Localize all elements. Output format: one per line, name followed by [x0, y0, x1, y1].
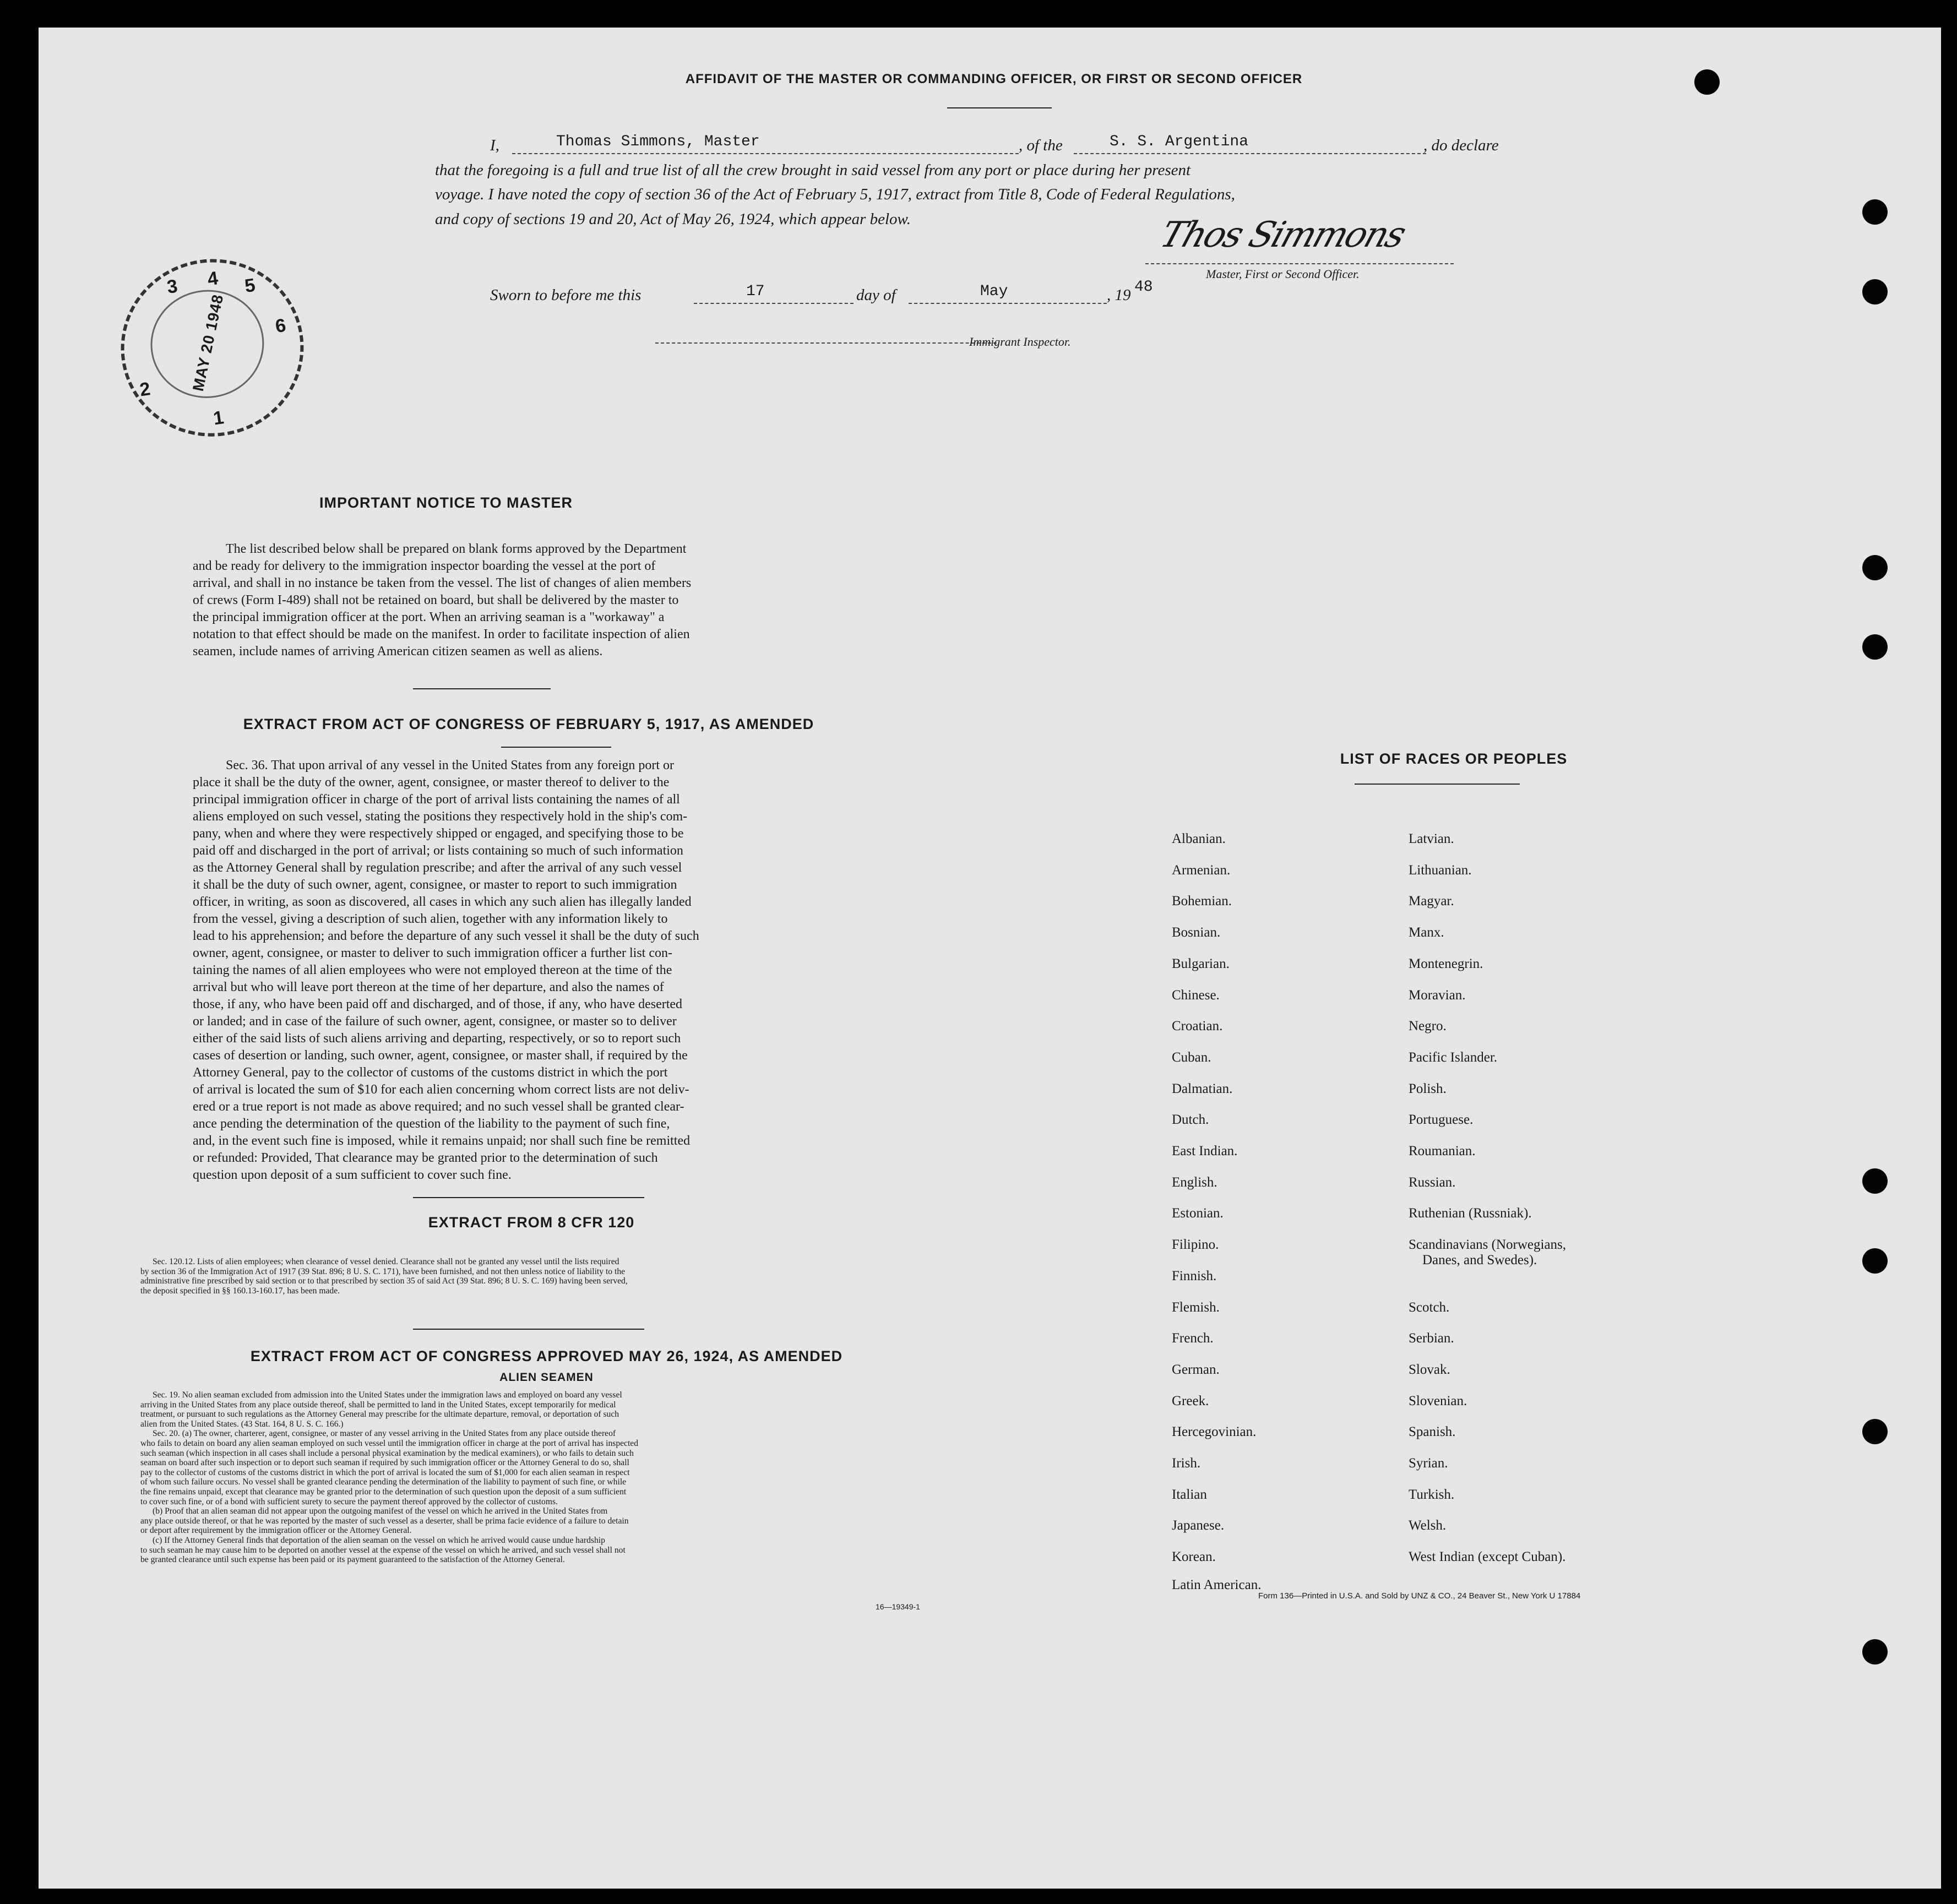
pronoun: I,	[490, 137, 499, 154]
divider	[413, 1329, 644, 1330]
notice-line: notation to that effect should be made on the manifest. In order to facilitate inspection of alien	[193, 627, 690, 641]
race-item: Magyar.	[1409, 894, 1454, 909]
text-line: be granted clearance until such expense has been paid or its payment guaranteed to the satisfaction of the Attorney General.	[140, 1555, 565, 1565]
race-item: Ruthenian (Russniak).	[1409, 1206, 1532, 1221]
sworn-month-line	[909, 303, 1107, 304]
punch-hole	[1862, 1639, 1888, 1664]
race-item: Russian.	[1409, 1174, 1456, 1190]
races-title: LIST OF RACES OR PEOPLES	[1340, 750, 1568, 767]
race-item: Slovenian.	[1409, 1393, 1467, 1408]
form-footer: Form 136—Printed in U.S.A. and Sold by UNZ & CO., 24 Beaver St., New York U 17884	[1258, 1591, 1581, 1601]
notice-line: arrival, and shall in no instance be taken from the vessel. The list of changes of alien members	[193, 576, 692, 590]
text-line: cases of desertion or landing, such owner, agent, consignee, or master shall, if required by the	[193, 1048, 688, 1063]
race-item: Danes, and Swedes).	[1422, 1253, 1537, 1268]
race-item: Irish.	[1172, 1456, 1201, 1471]
text-line: by section 36 of the Immigration Act of 1917 (39 Stat. 896; 8 U. S. C. 171), have been furnished, and not then unless notice of liability to the	[140, 1266, 626, 1276]
text-line: (b) Proof that an alien seaman did not appear upon the outgoing manifest of the vessel on which he arrived in the United States from	[153, 1506, 608, 1516]
text-line: ance pending the determination of the question of the liability to the payment of such fine,	[193, 1117, 670, 1131]
notice-line: The list described below shall be prepared on blank forms approved by the Department	[226, 542, 687, 556]
text-line: as the Attorney General shall by regulation prescribe; and after the arrival of any such vessel	[193, 861, 682, 875]
vessel-name-field[interactable]: S. S. Argentina	[1110, 133, 1249, 150]
text-line: the fine remains unpaid, except that clearance may be granted prior to the determination of such question upon the deposit of a sum sufficient	[140, 1487, 627, 1497]
race-item: Turkish.	[1409, 1487, 1455, 1502]
inspector-caption: Immigrant Inspector.	[969, 335, 1071, 349]
stamp-number: 2	[138, 378, 153, 401]
extract-1924-title: EXTRACT FROM ACT OF CONGRESS APPROVED MAY 26, 1924, AS AMENDED	[250, 1348, 843, 1364]
extract-1924-body	[140, 1390, 953, 1565]
notice-line: of crews (Form I-489) shall not be retained on board, but shall be delivered by the master to	[193, 593, 679, 607]
race-item: Cuban.	[1172, 1049, 1211, 1065]
race-item: Filipino.	[1172, 1237, 1219, 1253]
notice-title: IMPORTANT NOTICE TO MASTER	[319, 494, 573, 511]
stamp-number: 5	[243, 274, 257, 297]
text-line: Attorney General, pay to the collector of customs of the customs district in which the port	[193, 1065, 668, 1080]
race-item: Bohemian.	[1172, 894, 1232, 909]
punch-hole	[1862, 279, 1888, 304]
punch-hole	[1862, 199, 1888, 225]
text-line: principal immigration officer in charge of the port of arrival lists containing the names of all	[193, 792, 680, 807]
race-item: Portuguese.	[1409, 1112, 1474, 1128]
punch-hole	[1862, 555, 1888, 580]
stamp-number: 4	[206, 267, 220, 290]
text-line: administrative fine prescribed by said section or to that prescribed by section 35 of said Act (39 Stat. 896; 8 U. S. C. 169) having been served,	[140, 1276, 628, 1286]
stamp-number: 6	[274, 314, 288, 338]
form-number: 16—19349-1	[876, 1602, 920, 1611]
affidavit-title: AFFIDAVIT OF THE MASTER OR COMMANDING OFFICER, OR FIRST OR SECOND OFFICER	[685, 72, 1303, 86]
divider	[501, 747, 611, 748]
extract-1917-title: EXTRACT FROM ACT OF CONGRESS OF FEBRUARY 5, 1917, AS AMENDED	[243, 716, 814, 732]
stamp-date: MAY 20 1948	[189, 292, 227, 393]
text-line: it shall be the duty of such owner, agent, consignee, or master to report to such immigration	[193, 878, 677, 892]
text-line: Sec. 20. (a) The owner, charterer, agent, consignee, or master of any vessel arriving in the United States from any place outside thereof	[153, 1429, 616, 1439]
race-item: Dutch.	[1172, 1112, 1209, 1128]
race-item: Greek.	[1172, 1393, 1209, 1408]
text-line: either of the said lists of such aliens arriving and departing, respectively, or so to report such	[193, 1031, 681, 1046]
text-line: pay to the collector of customs of the customs district in which the port of arrival is located the sum of $1,000 for each alien seaman in respect	[140, 1467, 630, 1477]
race-item: Scotch.	[1409, 1299, 1450, 1315]
text-line: ered or a true report is not made as above required; and no such vessel shall be granted clear-	[193, 1100, 684, 1114]
text-line: or refunded: Provided, That clearance may be granted prior to the determination of such	[193, 1151, 658, 1165]
race-item: Lithuanian.	[1409, 862, 1472, 878]
text-line: of arrival is located the sum of $10 for each alien concerning whom correct lists are not deliv-	[193, 1082, 689, 1097]
text-line: and, in the event such fine is imposed, while it remains unpaid; nor shall such fine be remitted	[193, 1134, 691, 1148]
race-item: Moravian.	[1409, 987, 1466, 1003]
text-line: of whom such failure occurs. No vessel shall be granted clearance pending the determination of the liability to payment of such fine, or while	[140, 1477, 627, 1487]
affidavit-line: and copy of sections 19 and 20, Act of May 26, 1924, which appear below.	[435, 210, 911, 228]
race-item: Pacific Islander.	[1409, 1049, 1498, 1065]
text-line: pany, when and where they were respectively shipped or engaged, and specifying those to be	[193, 826, 684, 841]
race-item: Latin American.	[1172, 1577, 1262, 1592]
race-item: Italian	[1172, 1487, 1207, 1502]
text-line: the deposit specified in §§ 160.13-160.17, has been made.	[140, 1286, 340, 1296]
text-line: aliens employed on such vessel, stating the positions they respectively hold in the ship's com-	[193, 809, 688, 824]
sworn-label: Sworn to before me this	[490, 286, 642, 304]
text-line: officer, in writing, as soon as discovered, all cases in which any such alien has illegally landed	[193, 895, 692, 909]
text-line: (c) If the Attorney General finds that deportation of the alien seaman on the vessel on which he arrived would cause undue hardship	[153, 1535, 605, 1545]
sworn-year-field[interactable]: 48	[1134, 279, 1153, 296]
race-item: Japanese.	[1172, 1518, 1225, 1533]
race-item: German.	[1172, 1362, 1220, 1377]
punch-hole	[1862, 634, 1888, 660]
race-item: Negro.	[1409, 1019, 1447, 1034]
document-page	[39, 28, 1941, 1889]
divider	[413, 688, 551, 689]
text-line: any place outside thereof, or that he was reported by the master of such vessel as a deserter, shall be prima facie evidence of a failure to detain	[140, 1516, 629, 1526]
race-item: Estonian.	[1172, 1206, 1224, 1221]
divider	[947, 107, 1052, 108]
race-item: West Indian (except Cuban).	[1409, 1549, 1566, 1565]
sworn-month-field[interactable]: May	[980, 283, 1008, 300]
race-item: French.	[1172, 1331, 1214, 1346]
of-the-label: , of the	[1019, 137, 1063, 154]
master-name-line	[512, 153, 1019, 154]
extract-cfr-title: EXTRACT FROM 8 CFR 120	[428, 1214, 635, 1231]
race-item: Dalmatian.	[1172, 1081, 1233, 1096]
stamp-number: 1	[211, 406, 226, 429]
text-line: or landed; and in case of the failure of such owner, agent, consignee, or master so to deliver	[193, 1014, 677, 1029]
text-line: taining the names of all alien employees who were not employed thereon at the time of the	[193, 963, 672, 977]
text-line: those, if any, who have been paid off and discharged, and of those, if any, who have deserted	[193, 997, 683, 1011]
sworn-day-field[interactable]: 17	[746, 283, 765, 300]
race-item: English.	[1172, 1174, 1217, 1190]
punch-hole	[1862, 1168, 1888, 1194]
signature-caption: Master, First or Second Officer.	[1206, 267, 1360, 281]
text-line: owner, agent, consignee, or master to deliver to such immigration officer a further list con-	[193, 946, 672, 960]
extract-1917-body	[193, 757, 870, 1184]
text-line: seaman on board after such inspection or to deport such seaman if required by such immigration officer or the Attorney General to do so, shall	[140, 1458, 629, 1468]
race-item: Bosnian.	[1172, 925, 1221, 940]
race-item: Spanish.	[1409, 1424, 1456, 1440]
text-line: to cover such fine, or of a bond with sufficient surety to secure the payment thereof approved by the collector of customs.	[140, 1497, 558, 1506]
race-item: Bulgarian.	[1172, 956, 1230, 971]
text-line: arrival but who will leave port thereon at the time of her departure, and also the names of	[193, 980, 664, 994]
text-line: place it shall be the duty of the owner, agent, consignee, or master thereof to deliver to the	[193, 775, 670, 790]
race-item: Polish.	[1409, 1081, 1447, 1096]
race-item: Serbian.	[1409, 1331, 1454, 1346]
punch-hole	[1694, 69, 1720, 95]
text-line: treatment, or pursuant to such regulations as the Attorney General may prescribe for the ultimate departure, removal, or deportation of such	[140, 1410, 619, 1419]
text-line: Sec. 19. No alien seaman excluded from admission into the United States under the immigration laws and employed on board any vessel	[153, 1390, 622, 1400]
text-line: question upon deposit of a sum sufficient to cover such fine.	[193, 1168, 512, 1182]
year-prefix: , 19	[1107, 286, 1131, 304]
race-item: Hercegovinian.	[1172, 1424, 1257, 1440]
notice-body	[193, 541, 870, 660]
text-line: Sec. 36. That upon arrival of any vessel in the United States from any foreign port or	[226, 758, 675, 773]
race-item: Chinese.	[1172, 987, 1220, 1003]
signature-line	[1145, 263, 1454, 264]
master-name-field[interactable]: Thomas Simmons, Master	[556, 133, 760, 150]
affidavit-line: voyage. I have noted the copy of section 36 of the Act of February 5, 1917, extract from Title 8, Code of Federal Regulations,	[435, 186, 1235, 203]
race-item: Roumanian.	[1409, 1144, 1476, 1158]
race-item: Albanian.	[1172, 831, 1226, 846]
race-item: Scandinavians (Norwegians,	[1409, 1237, 1567, 1253]
divider	[413, 1197, 644, 1198]
day-of-label: day of	[856, 286, 896, 304]
race-item: Syrian.	[1409, 1456, 1448, 1471]
sworn-day-line	[694, 303, 854, 304]
text-line: Sec. 120.12. Lists of alien employees; when clearance of vessel denied. Clearance shall not be granted any vessel until the lists required	[153, 1257, 619, 1266]
text-line: alien from the United States. (43 Stat. 164, 8 U. S. C. 166.)	[140, 1419, 344, 1429]
extract-1924-subtitle: ALIEN SEAMEN	[499, 1371, 594, 1384]
text-line: from the vessel, giving a description of such alien, together with any information likely to	[193, 912, 668, 926]
divider	[1355, 784, 1520, 785]
race-item: Slovak.	[1409, 1362, 1450, 1377]
text-line: or deport after requirement by the immigration officer or the Attorney General.	[140, 1526, 412, 1536]
stamp-number: 3	[165, 275, 180, 298]
do-declare-label: , do declare	[1423, 137, 1499, 154]
race-item: Montenegrin.	[1409, 956, 1483, 971]
race-item: East Indian.	[1172, 1144, 1238, 1158]
race-item: Armenian.	[1172, 862, 1231, 878]
race-item: Korean.	[1172, 1549, 1216, 1565]
text-line: arriving in the United States from any place outside thereof, shall be permitted to land in the United States, except temporarily for medical	[140, 1400, 616, 1410]
notice-line: seamen, include names of arriving American citizen seamen as well as aliens.	[193, 644, 603, 659]
notice-line: the principal immigration officer at the port. When an arriving seaman is a "workaway" a	[193, 610, 665, 624]
race-item: Finnish.	[1172, 1268, 1217, 1283]
text-line: who fails to detain on board any alien seaman employed on such vessel until the immigration officer in charge at the port of arrival has inspected	[140, 1438, 639, 1448]
notice-line: and be ready for delivery to the immigration inspector boarding the vessel at the port of	[193, 559, 656, 573]
affidavit-line: that the foregoing is a full and true list of all the crew brought in said vessel from any port or place during her present	[435, 161, 1191, 179]
inspector-signature-line	[655, 342, 997, 344]
race-item: Flemish.	[1172, 1299, 1220, 1315]
text-line: paid off and discharged in the port of arrival; or lists containing so much of such information	[193, 844, 683, 858]
race-item: Croatian.	[1172, 1019, 1223, 1034]
punch-hole	[1862, 1248, 1888, 1274]
vessel-name-line	[1074, 153, 1426, 154]
race-item: Latvian.	[1409, 831, 1454, 846]
punch-hole	[1862, 1419, 1888, 1444]
master-signature[interactable]: Thos Simmons	[1155, 215, 1410, 255]
extract-cfr-body	[140, 1257, 953, 1296]
race-item: Manx.	[1409, 925, 1444, 940]
text-line: lead to his apprehension; and before the departure of any such vessel it shall be the duty of such	[193, 929, 699, 943]
inspection-stamp	[110, 247, 320, 453]
text-line: such seaman (which inspection in all cases shall include a personal physical examination by the medical examiners), or who fails to detain such	[140, 1448, 634, 1458]
race-item: Welsh.	[1409, 1518, 1447, 1533]
text-line: to such seaman he may cause him to be deported on another vessel at the expense of the vessel on which he arrived, and such vessel shall not	[140, 1545, 626, 1555]
